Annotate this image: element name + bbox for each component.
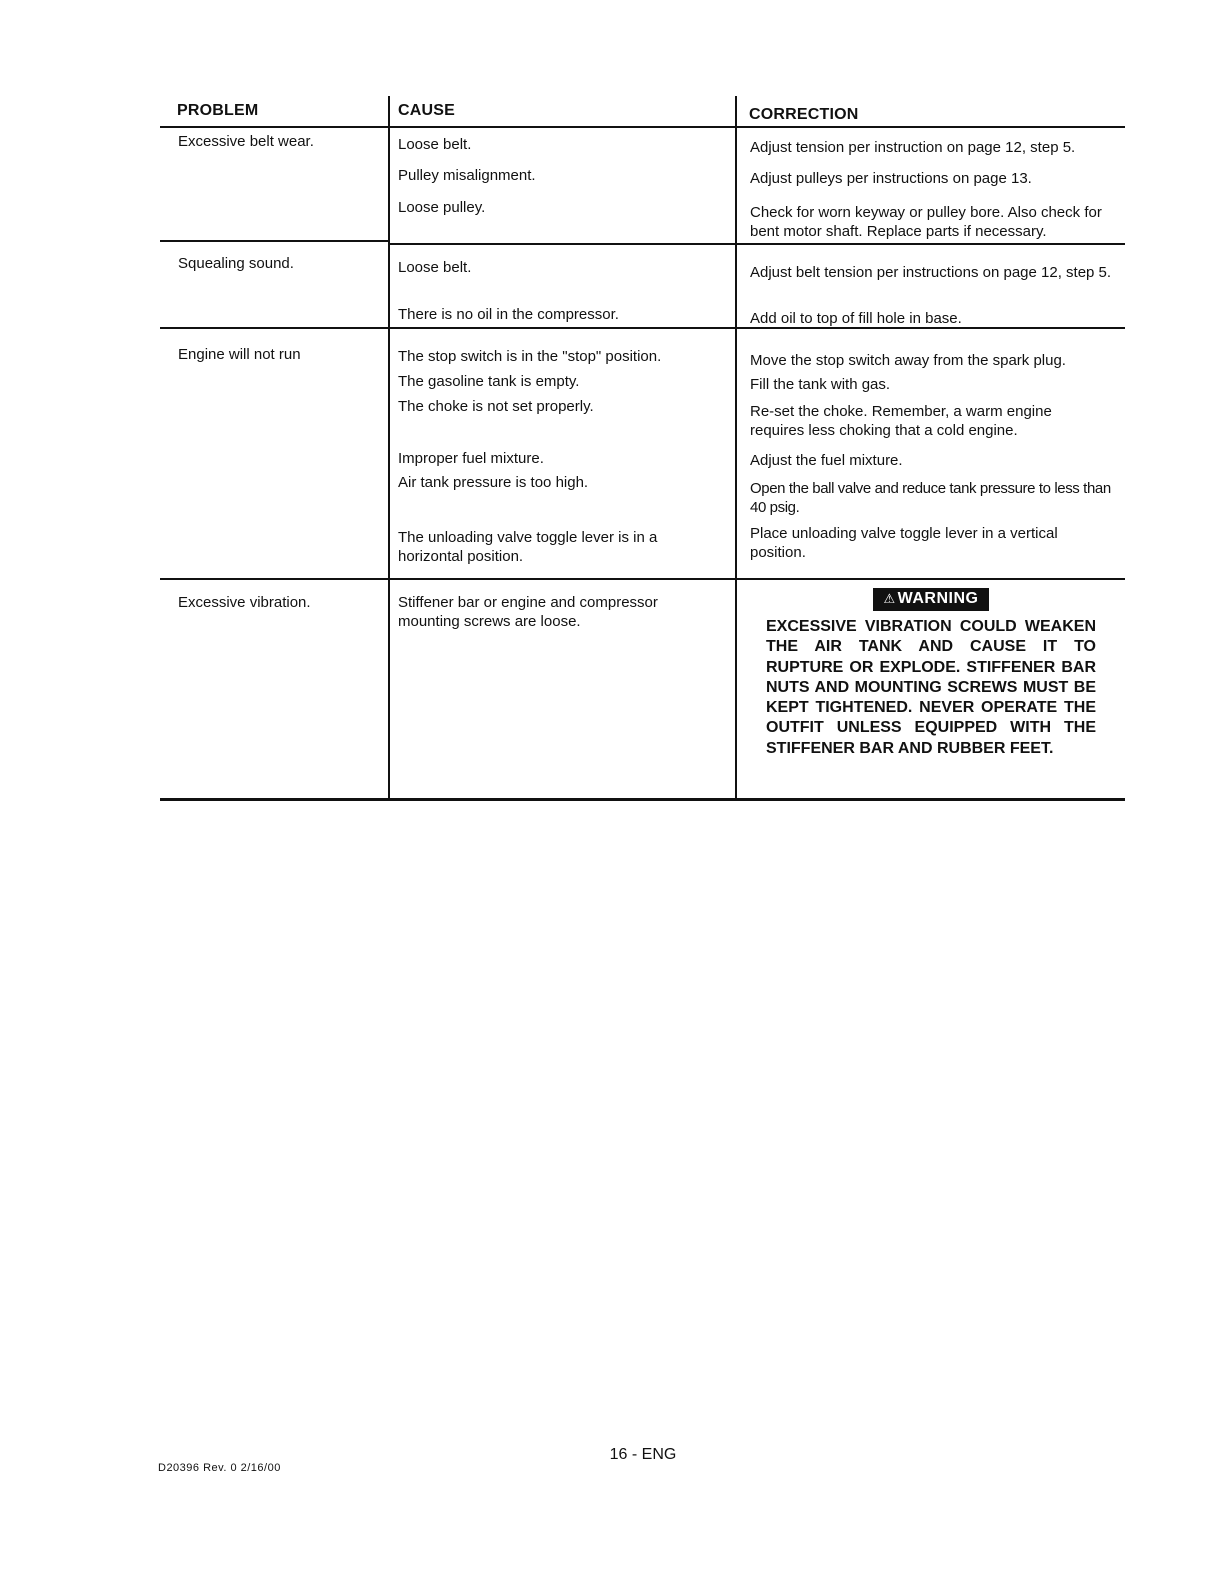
correction-cell: Adjust the fuel mixture. xyxy=(750,452,903,469)
cause-cell: Stiffener bar or engine and compressor mounting screws are loose. xyxy=(398,594,658,630)
warning-text: EXCESSIVE VIBRATION COULD WEAKEN THE AIR TANK AND CAUSE IT TO RUPTURE OR EXPLODE. STIFFENER BAR NUTS AND MOUNTING SCREWS MUST BE KEPT TIGHTENED. NEVER OPERATE THE OUTFIT UNLESS EQUIPPED WITH THE STIFFENER BAR AND RUBBER FEET. xyxy=(766,618,1096,757)
cause-cell: The gasoline tank is empty. xyxy=(398,373,580,390)
correction-cell: Move the stop switch away from the spark plug. xyxy=(750,352,1066,369)
cause-cell: Improper fuel mixture. xyxy=(398,450,544,467)
correction-cell: Check for worn keyway or pulley bore. Also check for bent motor shaft. Replace parts if necessary. xyxy=(750,204,1102,240)
cause-cell: The choke is not set properly. xyxy=(398,398,594,415)
document-code: D20396 Rev. 0 2/16/00 xyxy=(158,1462,281,1474)
header-correction xyxy=(737,100,1125,128)
correction-cell: Re-set the choke. Remember, a warm engine requires less choking that a cold engine. xyxy=(750,403,1052,439)
cause-cell: The unloading valve toggle lever is in a horizontal position. xyxy=(398,529,658,565)
cause-cell: The stop switch is in the "stop" position. xyxy=(398,348,662,365)
warning-badge xyxy=(873,588,989,611)
cause-cell: Loose pulley. xyxy=(398,199,486,216)
column-divider-cause xyxy=(388,96,390,799)
row-rule xyxy=(160,240,388,242)
correction-cell: Adjust belt tension per instructions on page 12, step 5. xyxy=(750,264,1112,281)
cause-cell: Pulley misalignment. xyxy=(398,167,536,184)
header-problem xyxy=(160,96,388,128)
correction-cell: Place unloading valve toggle lever in a vertical position. xyxy=(750,525,1058,561)
page-number: 16 - ENG xyxy=(609,1446,677,1463)
warning-triangle-icon: ⚠ xyxy=(883,591,896,606)
row-rule xyxy=(160,578,1125,580)
header-correction-label: CORRECTION xyxy=(749,106,859,123)
correction-cell: Adjust pulleys per instructions on page 13. xyxy=(750,170,1032,187)
correction-cell: Fill the tank with gas. xyxy=(750,376,891,393)
correction-cell: Open the ball valve and reduce tank pressure to less than 40 psig. xyxy=(750,480,1111,516)
header-cause-label: CAUSE xyxy=(398,102,456,119)
problem-cell: Excessive belt wear. xyxy=(178,133,314,150)
correction-cell: Add oil to top of fill hole in base. xyxy=(750,310,962,327)
correction-cell: Adjust tension per instruction on page 12, step 5. xyxy=(750,139,1076,156)
row-rule xyxy=(388,243,1125,245)
warning-badge-label: WARNING xyxy=(897,590,979,607)
cause-cell: There is no oil in the compressor. xyxy=(398,306,619,323)
cause-cell: Loose belt. xyxy=(398,259,472,276)
table-bottom-rule xyxy=(160,798,1125,801)
column-divider-correction xyxy=(735,96,737,799)
problem-cell: Squealing sound. xyxy=(178,255,294,272)
header-cause xyxy=(390,96,735,128)
cause-cell: Loose belt. xyxy=(398,136,472,153)
problem-cell: Engine will not run xyxy=(178,346,301,363)
header-problem-label: PROBLEM xyxy=(177,102,259,119)
problem-cell: Excessive vibration. xyxy=(178,594,311,611)
cause-cell: Air tank pressure is too high. xyxy=(398,474,589,491)
warning-box xyxy=(766,588,1096,759)
